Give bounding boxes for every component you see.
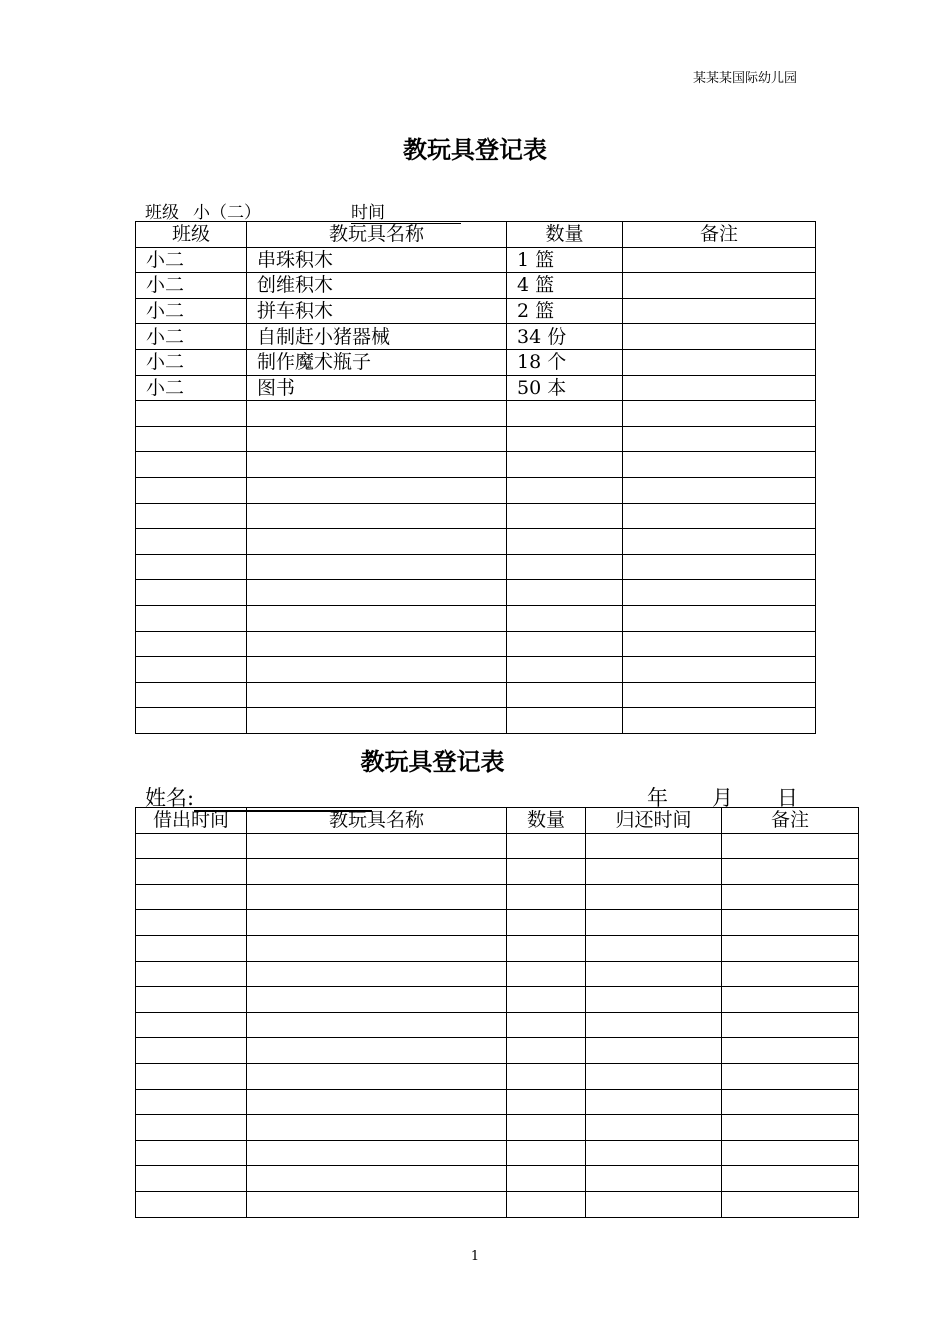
- table-cell[interactable]: [136, 1038, 247, 1064]
- organization-name: 某某某国际幼儿园: [693, 71, 798, 86]
- table-cell[interactable]: [623, 324, 816, 350]
- table-cell[interactable]: [247, 580, 507, 606]
- table-cell[interactable]: [586, 1140, 722, 1166]
- table-cell[interactable]: 50 本: [507, 375, 623, 401]
- table-cell[interactable]: [623, 708, 816, 734]
- table-cell[interactable]: [586, 1038, 722, 1064]
- time-label: 时间: [351, 203, 385, 223]
- table-cell[interactable]: [507, 1140, 586, 1166]
- column-header: 备注: [623, 222, 816, 248]
- column-header: 教玩具名称: [247, 222, 507, 248]
- table-cell[interactable]: 小二: [136, 375, 247, 401]
- table-cell[interactable]: [507, 1089, 586, 1115]
- table-cell[interactable]: [623, 554, 816, 580]
- table-cell[interactable]: [586, 1166, 722, 1192]
- table-cell[interactable]: [507, 477, 623, 503]
- table-cell[interactable]: [586, 961, 722, 987]
- table-cell[interactable]: [507, 1063, 586, 1089]
- table-cell[interactable]: [722, 935, 859, 961]
- table-cell[interactable]: [507, 503, 623, 529]
- table-row: [136, 1140, 859, 1166]
- table-row: [136, 503, 816, 529]
- table-row: [136, 247, 816, 273]
- form1-table: [135, 221, 816, 734]
- table-cell[interactable]: [507, 401, 623, 427]
- table-cell[interactable]: [586, 859, 722, 885]
- table-cell[interactable]: 自制赶小猪器械: [247, 324, 507, 350]
- table-cell[interactable]: [722, 833, 859, 859]
- table-row: [136, 477, 816, 503]
- table-header-row: [136, 808, 859, 834]
- column-header: 教玩具名称: [247, 808, 507, 834]
- table-cell[interactable]: [247, 605, 507, 631]
- table-row: [136, 1166, 859, 1192]
- table-cell[interactable]: [136, 910, 247, 936]
- table-cell[interactable]: [247, 631, 507, 657]
- table-cell[interactable]: 串珠积木: [247, 247, 507, 273]
- table-cell[interactable]: [136, 884, 247, 910]
- table-row: [136, 1063, 859, 1089]
- table-cell[interactable]: [136, 682, 247, 708]
- column-header: 数量: [507, 808, 586, 834]
- table-cell[interactable]: [586, 833, 722, 859]
- table-row: [136, 605, 816, 631]
- table-cell[interactable]: [507, 452, 623, 478]
- table-row: [136, 859, 859, 885]
- month-label: 月: [712, 786, 733, 810]
- table-row: [136, 935, 859, 961]
- table-cell[interactable]: [586, 1191, 722, 1217]
- table-row: [136, 708, 816, 734]
- table-cell[interactable]: [507, 708, 623, 734]
- table-cell[interactable]: [136, 631, 247, 657]
- table-cell[interactable]: [623, 529, 816, 555]
- table-cell[interactable]: [722, 1063, 859, 1089]
- table-cell[interactable]: [586, 1089, 722, 1115]
- day-label: 日: [777, 786, 798, 810]
- column-header: 借出时间: [136, 808, 247, 834]
- table-cell[interactable]: [507, 987, 586, 1013]
- table-cell[interactable]: [136, 605, 247, 631]
- table-cell[interactable]: [586, 987, 722, 1013]
- table-cell[interactable]: 小二: [136, 273, 247, 299]
- table-cell[interactable]: [247, 910, 507, 936]
- table-cell[interactable]: [623, 503, 816, 529]
- table-cell[interactable]: 18 个: [507, 349, 623, 375]
- table-row: [136, 631, 816, 657]
- table-cell[interactable]: [507, 1115, 586, 1141]
- table-cell[interactable]: [623, 349, 816, 375]
- form1-title: 教玩具登记表: [403, 135, 547, 164]
- table-cell[interactable]: 2 篮: [507, 298, 623, 324]
- table-cell[interactable]: [247, 1089, 507, 1115]
- table-cell[interactable]: [722, 1115, 859, 1141]
- table-cell[interactable]: [507, 657, 623, 683]
- table-row: [136, 426, 816, 452]
- table-cell[interactable]: [136, 987, 247, 1013]
- table-row: [136, 682, 816, 708]
- form2-table: [135, 807, 859, 1218]
- table-cell[interactable]: [247, 1063, 507, 1089]
- table-row: [136, 529, 816, 555]
- table-cell[interactable]: 拼车积木: [247, 298, 507, 324]
- table-cell[interactable]: [247, 1038, 507, 1064]
- table-row: [136, 273, 816, 299]
- table-cell[interactable]: [247, 477, 507, 503]
- table-cell[interactable]: [507, 1038, 586, 1064]
- table-cell[interactable]: [722, 961, 859, 987]
- table-cell[interactable]: [247, 452, 507, 478]
- table-cell[interactable]: [247, 426, 507, 452]
- table-cell[interactable]: [507, 961, 586, 987]
- table-cell[interactable]: [623, 247, 816, 273]
- name-label: 姓名:: [145, 786, 195, 810]
- table-cell[interactable]: [136, 554, 247, 580]
- table-cell[interactable]: [247, 554, 507, 580]
- table-cell[interactable]: 创维积木: [247, 273, 507, 299]
- table-cell[interactable]: [722, 1191, 859, 1217]
- table-cell[interactable]: [247, 859, 507, 885]
- table-cell[interactable]: [623, 477, 816, 503]
- table-row: [136, 910, 859, 936]
- column-header: 备注: [722, 808, 859, 834]
- table-cell[interactable]: [136, 859, 247, 885]
- table-cell[interactable]: [586, 1063, 722, 1089]
- table-row: [136, 1012, 859, 1038]
- table-cell[interactable]: [507, 631, 623, 657]
- table-row: [136, 375, 816, 401]
- table-cell[interactable]: [247, 833, 507, 859]
- column-header: 数量: [507, 222, 623, 248]
- table-cell[interactable]: [507, 682, 623, 708]
- table-row: [136, 1038, 859, 1064]
- table-cell[interactable]: [623, 657, 816, 683]
- table-cell[interactable]: [136, 1063, 247, 1089]
- table-cell[interactable]: [247, 1140, 507, 1166]
- table-cell[interactable]: [136, 426, 247, 452]
- table-cell[interactable]: [136, 401, 247, 427]
- table-cell[interactable]: [507, 426, 623, 452]
- table-cell[interactable]: [507, 580, 623, 606]
- table-cell[interactable]: [586, 935, 722, 961]
- table-cell[interactable]: [507, 884, 586, 910]
- table-cell[interactable]: [247, 708, 507, 734]
- table-cell[interactable]: 4 篮: [507, 273, 623, 299]
- table-cell[interactable]: [507, 1166, 586, 1192]
- table-cell[interactable]: [507, 833, 586, 859]
- table-cell[interactable]: [247, 401, 507, 427]
- table-cell[interactable]: [136, 477, 247, 503]
- table-cell[interactable]: [623, 273, 816, 299]
- table-cell[interactable]: [247, 884, 507, 910]
- table-cell[interactable]: [136, 529, 247, 555]
- table-cell[interactable]: [136, 1191, 247, 1217]
- table-cell[interactable]: [136, 1012, 247, 1038]
- table-cell[interactable]: 图书: [247, 375, 507, 401]
- table-row: [136, 961, 859, 987]
- table-cell[interactable]: 1 篮: [507, 247, 623, 273]
- table-cell[interactable]: [247, 1012, 507, 1038]
- table-row: [136, 987, 859, 1013]
- table-cell[interactable]: [136, 657, 247, 683]
- table-cell[interactable]: [247, 682, 507, 708]
- table-cell[interactable]: [247, 1166, 507, 1192]
- table-row: [136, 401, 816, 427]
- table-cell[interactable]: [623, 605, 816, 631]
- table-cell[interactable]: [136, 1115, 247, 1141]
- table-cell[interactable]: [507, 554, 623, 580]
- table-row: [136, 452, 816, 478]
- table-row: [136, 1191, 859, 1217]
- table-row: [136, 554, 816, 580]
- table-cell[interactable]: 小二: [136, 324, 247, 350]
- table-row: [136, 884, 859, 910]
- table-cell[interactable]: [586, 1012, 722, 1038]
- table-row: [136, 657, 816, 683]
- table-cell[interactable]: [136, 580, 247, 606]
- table-row: [136, 324, 816, 350]
- table-cell[interactable]: [507, 1191, 586, 1217]
- table-cell[interactable]: [507, 1012, 586, 1038]
- table-cell[interactable]: [623, 682, 816, 708]
- form2-title: 教玩具登记表: [360, 747, 505, 776]
- table-cell[interactable]: [136, 1140, 247, 1166]
- table-cell[interactable]: [507, 605, 623, 631]
- table-cell[interactable]: 34 份: [507, 324, 623, 350]
- table-cell[interactable]: [722, 859, 859, 885]
- class-label: 班级: [145, 203, 179, 223]
- table-cell[interactable]: [247, 529, 507, 555]
- table-cell[interactable]: [586, 884, 722, 910]
- year-label: 年: [647, 786, 668, 810]
- table-row: [136, 298, 816, 324]
- table-cell[interactable]: [136, 961, 247, 987]
- table-cell[interactable]: [623, 452, 816, 478]
- table-cell[interactable]: [722, 1166, 859, 1192]
- table-cell[interactable]: [623, 375, 816, 401]
- table-cell[interactable]: [247, 657, 507, 683]
- table-row: [136, 1089, 859, 1115]
- table-cell[interactable]: [623, 580, 816, 606]
- column-header: 班级: [136, 222, 247, 248]
- table-cell[interactable]: [623, 298, 816, 324]
- table-cell[interactable]: [136, 833, 247, 859]
- table-cell[interactable]: [247, 1191, 507, 1217]
- table-cell[interactable]: [507, 910, 586, 936]
- table-cell[interactable]: [507, 935, 586, 961]
- table-cell[interactable]: [247, 987, 507, 1013]
- table-cell[interactable]: [722, 1140, 859, 1166]
- table-cell[interactable]: [507, 529, 623, 555]
- table-cell[interactable]: 制作魔术瓶子: [247, 349, 507, 375]
- table-cell[interactable]: 小二: [136, 247, 247, 273]
- table-row: [136, 1115, 859, 1141]
- table-cell[interactable]: [586, 1115, 722, 1141]
- table-cell[interactable]: [586, 910, 722, 936]
- table-cell[interactable]: [136, 708, 247, 734]
- table-cell[interactable]: [722, 910, 859, 936]
- table-row: [136, 580, 816, 606]
- table-header-row: [136, 222, 816, 248]
- page-number: 1: [470, 1249, 480, 1264]
- table-row: [136, 833, 859, 859]
- table-row: [136, 349, 816, 375]
- table-cell[interactable]: [623, 631, 816, 657]
- table-cell[interactable]: [623, 401, 816, 427]
- table-cell[interactable]: [722, 1038, 859, 1064]
- table-cell[interactable]: [623, 426, 816, 452]
- table-cell[interactable]: [722, 884, 859, 910]
- table-cell[interactable]: [136, 1089, 247, 1115]
- table-cell[interactable]: [136, 1166, 247, 1192]
- table-cell[interactable]: [247, 961, 507, 987]
- table-cell[interactable]: 小二: [136, 298, 247, 324]
- table-cell[interactable]: [136, 503, 247, 529]
- class-value: 小（二）: [193, 203, 261, 223]
- table-cell[interactable]: [507, 859, 586, 885]
- table-cell[interactable]: [247, 1115, 507, 1141]
- table-cell[interactable]: [722, 1012, 859, 1038]
- table-cell[interactable]: [722, 987, 859, 1013]
- table-cell[interactable]: [722, 1089, 859, 1115]
- column-header: 归还时间: [586, 808, 722, 834]
- table-cell[interactable]: [136, 935, 247, 961]
- table-cell[interactable]: 小二: [136, 349, 247, 375]
- table-cell[interactable]: [247, 935, 507, 961]
- table-cell[interactable]: [247, 503, 507, 529]
- table-cell[interactable]: [136, 452, 247, 478]
